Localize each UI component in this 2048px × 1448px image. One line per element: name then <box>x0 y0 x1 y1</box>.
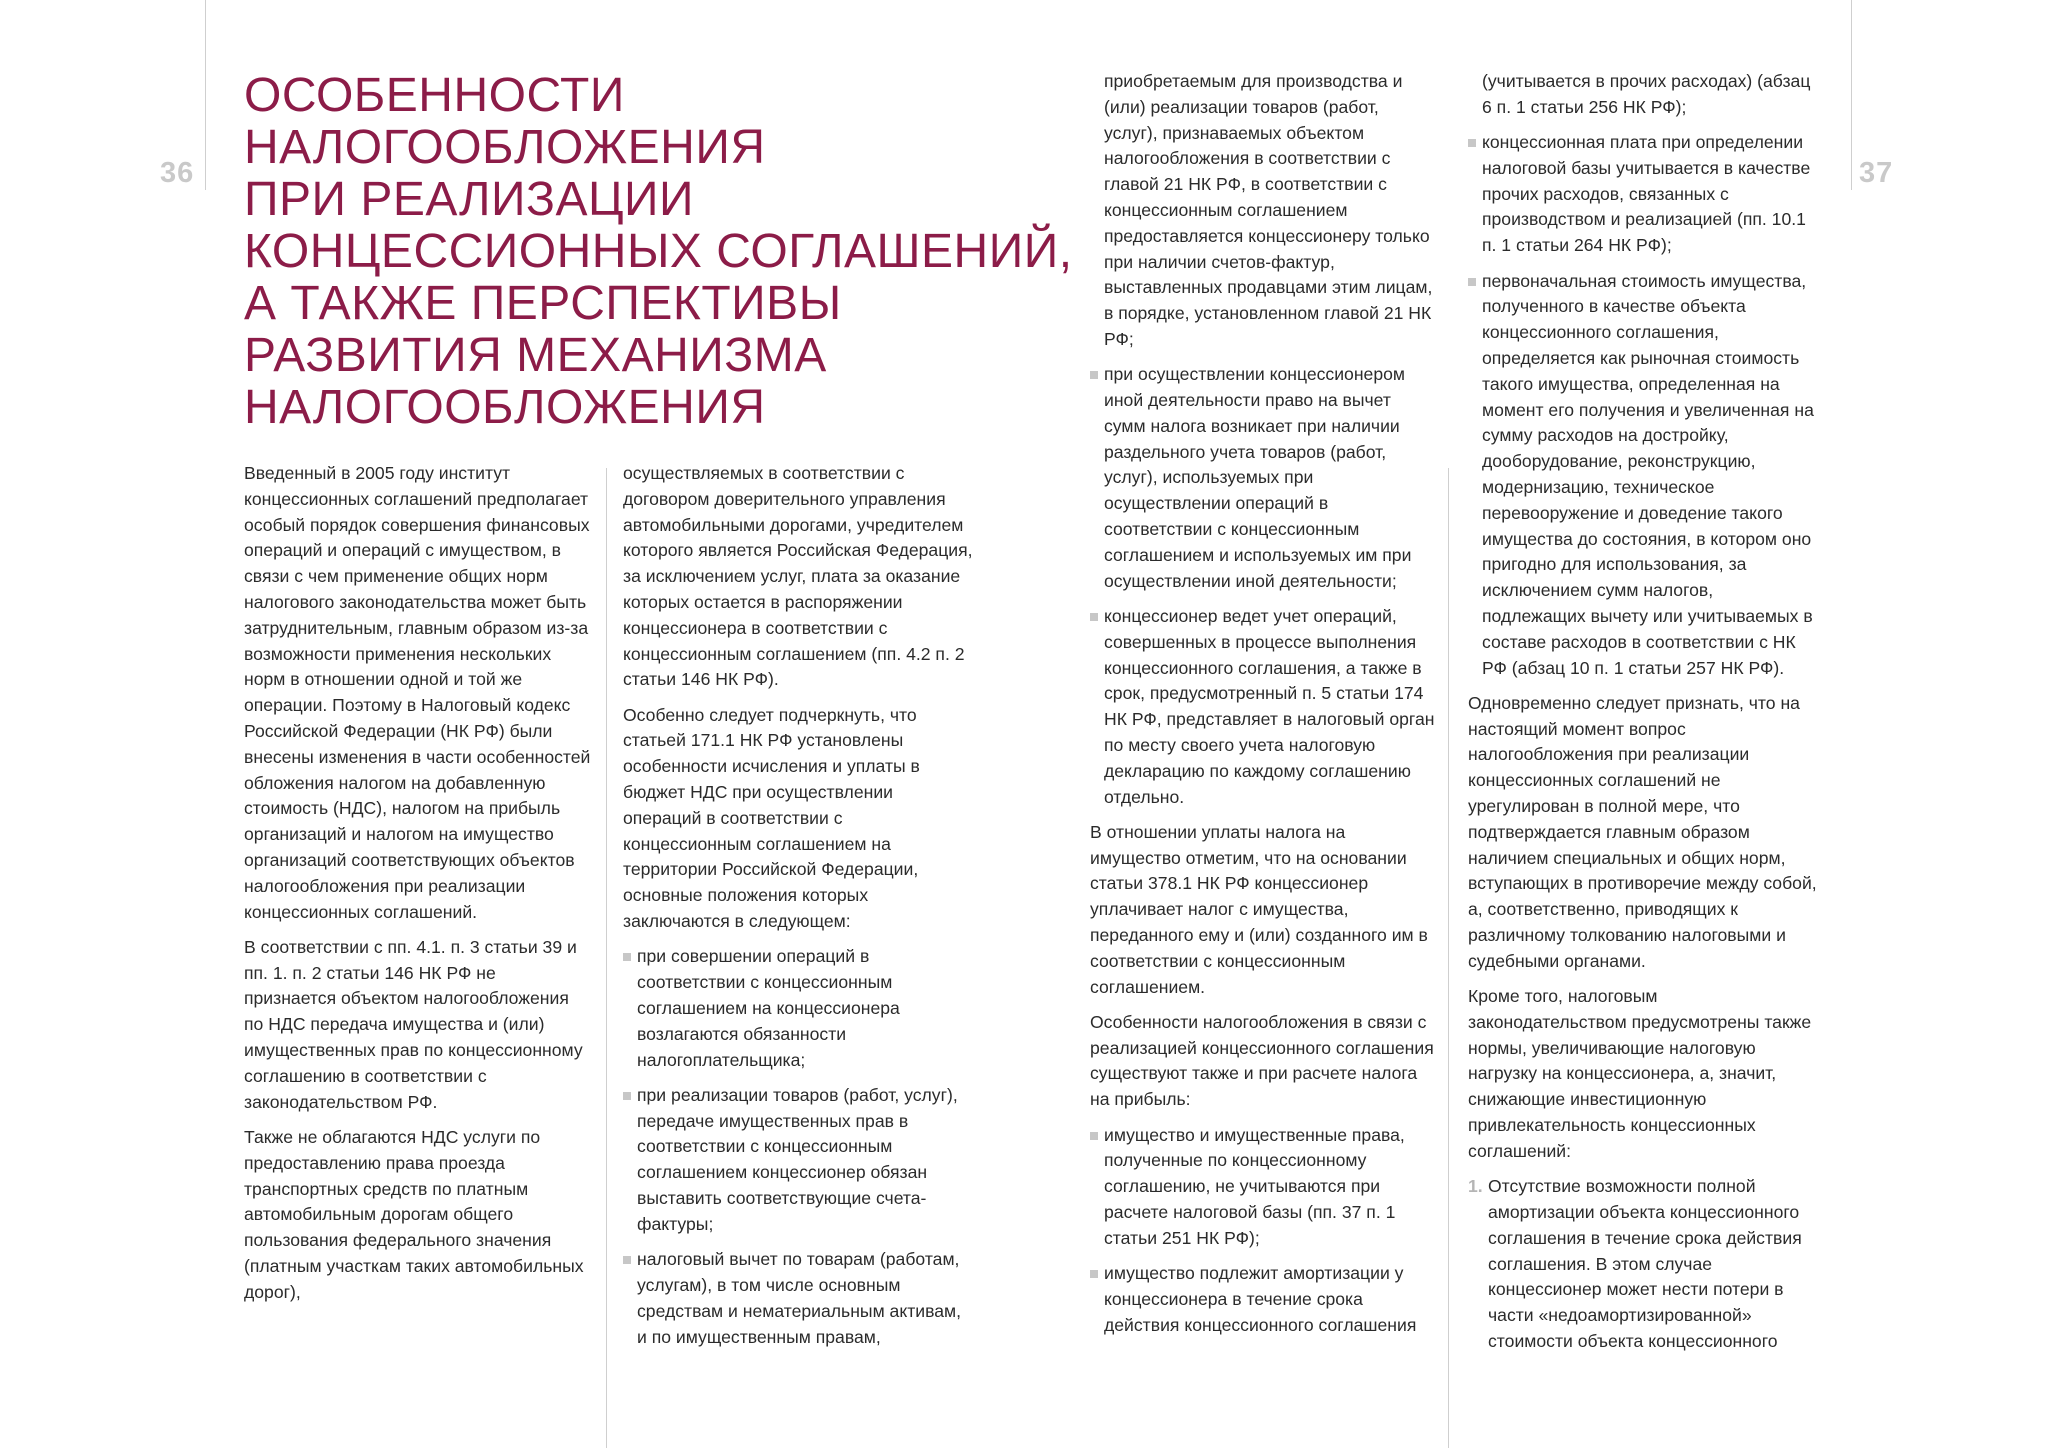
bullet-item: налоговый вычет по товарам (работам, услугам), в том числе основным средствам и нематериальным активам, и по имущественным правам, <box>623 1247 975 1350</box>
paragraph: В отношении уплаты налога на имущество отметим, что на основании статьи 378.1 НК РФ концессионер уплачивает налог с имущества, переданного ему и (или) созданного им в соответствии с концессионным соглашением. <box>1090 821 1428 997</box>
bullet-item: концессионер ведет учет операций, совершенных в процессе выполнения концессионного соглашения, а также в срок, предусмотренный п. 5 статьи 174 НК РФ, представляет в налоговый орган по месту своего учета налоговую декларацию по каждому соглашению отдельно. <box>1090 604 1435 810</box>
page-number-right: 37 <box>1859 157 1894 189</box>
numbered-list <box>1468 1174 1820 1355</box>
bullet-list <box>623 944 975 1350</box>
paragraph: Одновременно следует признать, что на настоящий момент вопрос налогообложения при реализации концессионных соглашений не урегулирован в полной мере, что подтверждается главным образом наличием специальных и общих норм, вступающих в противоречие между собой, а, соответственно, приводящих к различному толкованию налоговыми и судебными органами. <box>1468 692 1817 971</box>
paragraph: В соответствии с пп. 4.1. п. 3 статьи 39 и пп. 1. п. 2 статьи 146 НК РФ не признается объектом налогообложения по НДС передача имущества и (или) имущественных прав по концессионному соглашению в соответствии с законодательством РФ. <box>244 936 583 1112</box>
bullet-list <box>1468 130 1820 681</box>
bullet-item: при совершении операций в соответствии с концессионным соглашением на концессионера возлагаются обязанности налогоплательщика; <box>623 944 975 1073</box>
left-margin-line <box>205 0 206 190</box>
paragraph: Также не облагаются НДС услуги по предоставлению права проезда транспортных средств по платным автомобильным дорогам общего пользования федерального значения (платным участкам таких автомобильных дорог), <box>244 1126 584 1302</box>
text-column-1 <box>244 461 592 1315</box>
article-title <box>244 69 1073 434</box>
page-number-left: 36 <box>160 157 195 189</box>
bullet-list <box>1090 362 1435 810</box>
title-line: РАЗВИТИЯ МЕХАНИЗМА <box>244 329 827 382</box>
bullet-item: имущество подлежит амортизации у концессионера в течение срока действия концессионного соглашения <box>1090 1261 1435 1338</box>
paragraph-continuation: приобретаемым для производства и (или) реализации товаров (работ, услуг), признаваемых объектом налогообложения в соответствии с главой 21 НК РФ, в соответствии с концессионным соглашением предоставляется концессионеру только при наличии счетов-фактур, выставленных продавцами этим лицам, в порядке, установленном главой 21 НК РФ; <box>1104 71 1433 349</box>
bullet-item: концессионная плата при определении налоговой базы учитывается в качестве прочих расходов, связанных с производством и реализацией (пп. 10.1 п. 1 статьи 264 НК РФ); <box>1468 130 1820 259</box>
item-number: 1. <box>1468 1176 1483 1197</box>
text-column-3 <box>1090 69 1435 1348</box>
column-divider-right-page <box>1448 468 1449 1448</box>
title-line: ОСОБЕННОСТИ <box>244 69 625 122</box>
title-line: НАЛОГООБЛОЖЕНИЯ <box>244 121 766 174</box>
paragraph-continuation: (учитывается в прочих расходах) (абзац 6 п. 1 статьи 256 НК РФ); <box>1482 71 1811 117</box>
paragraph: Особенности налогообложения в связи с реализацией концессионного соглашения существуют также и при расчете налога на прибыль: <box>1090 1011 1434 1110</box>
column-divider-left-page <box>606 468 607 1448</box>
item-text: Отсутствие возможности полной амортизации объекта концессионного соглашения в течение срока действия соглашения. В этом случае концессионер может нести потери в части «недоамортизированной» стоимости объекта концессионного <box>1488 1176 1802 1351</box>
bullet-item: первоначальная стоимость имущества, полученного в качестве объекта концессионного соглашения, определяется как рыночная стоимость такого имущества, определенная на момент его получения и увеличенная на сумму расходов на достройку, дооборудование, реконструкцию, модернизацию, техническое перевооружение и доведение такого имущества до состояния, в котором оно пригодно для использования, за исключением сумм налогов, подлежащих вычету или учитываемых в составе расходов в соответствии с НК РФ (абзац 10 п. 1 статьи 257 НК РФ). <box>1468 269 1820 682</box>
title-line: ПРИ РЕАЛИЗАЦИИ <box>244 173 694 226</box>
paragraph: осуществляемых в соответствии с договором доверительного управления автомобильными дорогами, учредителем которого является Российская Федерация, за исключением услуг, плата за оказание которых остается в распоряжении концессионера в соответствии с концессионным соглашением (пп. 4.2 п. 2 статьи 146 НК РФ). <box>623 463 973 690</box>
paragraph: Введенный в 2005 году институт концессионных соглашений предполагает особый порядок совершения финансовых операций и операций с имуществом, в связи с чем применение общих норм налогового законодательства может быть затруднительным, главным образом из-за возможности применения нескольких норм в отношении одной и той же операции. Поэтому в Налоговый кодекс Российской Федерации (НК РФ) были внесены изменения в части особенностей обложения налогом на добавленную стоимость (НДС), налогом на прибыль организаций и налогом на имущество организаций соответствующих объектов налогообложения при реализации концессионных соглашений. <box>244 463 591 922</box>
paragraph: Особенно следует подчеркнуть, что статьей 171.1 НК РФ установлены особенности исчисления и уплаты в бюджет НДС при осуществлении операций в соответствии с концессионным соглашением на территории Российской Федерации, основные положения которых заключаются в следующем: <box>623 704 920 932</box>
right-margin-line <box>1851 0 1852 190</box>
title-line: КОНЦЕССИОННЫХ СОГЛАШЕНИЙ, <box>244 225 1073 278</box>
title-line: НАЛОГООБЛОЖЕНИЯ <box>244 381 766 434</box>
title-line: А ТАКЖЕ ПЕРСПЕКТИВЫ <box>244 277 842 330</box>
text-column-2 <box>623 461 975 1360</box>
text-column-4 <box>1468 69 1820 1355</box>
numbered-item <box>1468 1174 1820 1355</box>
bullet-item: при реализации товаров (работ, услуг), передаче имущественных прав в соответствии с концессионным соглашением концессионер обязан выставить соответствующие счета-фактуры; <box>623 1083 975 1238</box>
bullet-item: при осуществлении концессионером иной деятельности право на вычет сумм налога возникает при наличии раздельного учета товаров (работ, услуг), используемых при осуществлении операций в соответствии с концессионным соглашением и используемых им при осуществлении иной деятельности; <box>1090 362 1435 594</box>
bullet-list <box>1090 1123 1435 1339</box>
bullet-item: имущество и имущественные права, полученные по концессионному соглашению, не учитываются при расчете налоговой базы (пп. 37 п. 1 статьи 251 НК РФ); <box>1090 1123 1435 1252</box>
paragraph: Кроме того, налоговым законодательством предусмотрены также нормы, увеличивающие налоговую нагрузку на концессионера, а, значит, снижающие инвестиционную привлекательность концессионных соглашений: <box>1468 986 1812 1161</box>
